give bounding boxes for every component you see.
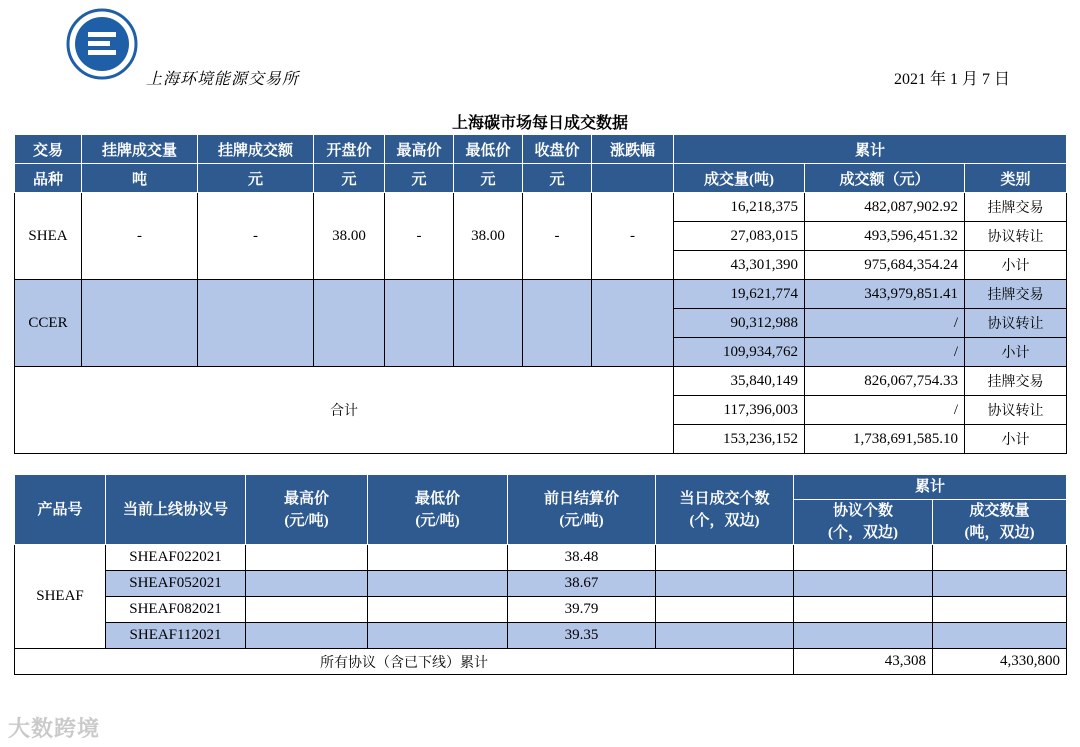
header-cumulative: 累计 xyxy=(794,475,1067,500)
total-quantity: 4,330,800 xyxy=(933,649,1067,675)
unit-change xyxy=(592,164,674,193)
ccer-change xyxy=(592,280,674,367)
header-listed-volume: 挂牌成交量 xyxy=(82,135,198,164)
header-cum-amount: 成交额（元） xyxy=(805,164,965,193)
contract-high xyxy=(246,571,368,597)
shea-category: 小计 xyxy=(965,251,1067,280)
shea-high: - xyxy=(385,193,454,280)
table-row xyxy=(15,597,1067,623)
ccer-listed-volume xyxy=(82,280,198,367)
table-row xyxy=(15,545,1067,571)
exchange-logo xyxy=(66,8,138,80)
header-low-label: 最低价 xyxy=(414,490,460,507)
unit-high: 元 xyxy=(385,164,454,193)
shea-change: - xyxy=(592,193,674,280)
table-row xyxy=(15,649,1067,675)
product-name: SHEAF xyxy=(15,545,106,649)
contract-quantity xyxy=(933,623,1067,649)
total-volume: 35,840,149 xyxy=(674,367,805,396)
shea-listed-amount: - xyxy=(198,193,314,280)
watermark: 大数跨境 xyxy=(8,717,101,742)
report-title: 上海碳市场每日成交数据 xyxy=(451,115,628,132)
ccer-high xyxy=(385,280,454,367)
total-category: 挂牌交易 xyxy=(965,367,1067,396)
contract-quantity xyxy=(933,571,1067,597)
header-count xyxy=(656,475,794,545)
total-amount: 1,738,691,585.10 xyxy=(805,425,965,454)
header-trade-type-2: 品种 xyxy=(15,164,82,193)
daily-trading-table xyxy=(14,134,1067,454)
contract-settle: 39.35 xyxy=(508,623,656,649)
table-row xyxy=(15,193,1067,222)
report-date: 2021 年 1 月 7 日 xyxy=(894,71,1011,88)
header-cum-volume: 成交量(吨) xyxy=(674,164,805,193)
shea-category: 协议转让 xyxy=(965,222,1067,251)
header-close: 收盘价 xyxy=(523,135,592,164)
header-category: 类别 xyxy=(965,164,1067,193)
ccer-volume: 19,621,774 xyxy=(674,280,805,309)
header-trade-type-1: 交易 xyxy=(15,135,82,164)
header-low: 最低价 xyxy=(454,135,523,164)
contract-id: SHEAF022021 xyxy=(106,545,246,571)
shea-amount: 975,684,354.24 xyxy=(805,251,965,280)
header-high: 最高价 xyxy=(385,135,454,164)
ccer-category: 挂牌交易 xyxy=(965,280,1067,309)
contract-low xyxy=(368,597,508,623)
contract-high xyxy=(246,623,368,649)
shea-category: 挂牌交易 xyxy=(965,193,1067,222)
contract-low xyxy=(368,623,508,649)
header-agreements-unit: (个，双边) xyxy=(828,525,898,541)
unit-open: 元 xyxy=(314,164,385,193)
contract-id: SHEAF082021 xyxy=(106,597,246,623)
total-volume: 153,236,152 xyxy=(674,425,805,454)
contract-count xyxy=(656,623,794,649)
shea-amount: 493,596,451.32 xyxy=(805,222,965,251)
header-cumulative: 累计 xyxy=(674,135,1067,164)
contract-high xyxy=(246,545,368,571)
shea-low: 38.00 xyxy=(454,193,523,280)
header-change: 涨跌幅 xyxy=(592,135,674,164)
shea-open: 38.00 xyxy=(314,193,385,280)
contract-high xyxy=(246,597,368,623)
ccer-amount: / xyxy=(805,309,965,338)
header-high-label: 最高价 xyxy=(283,490,329,507)
table-row xyxy=(15,280,1067,309)
contract-id: SHEAF112021 xyxy=(106,623,246,649)
total-category: 小计 xyxy=(965,425,1067,454)
header-low xyxy=(368,475,508,545)
header-low-unit: (元/吨) xyxy=(415,512,460,529)
unit-amount: 元 xyxy=(198,164,314,193)
total-label: 所有协议（含已下线）累计 xyxy=(15,649,794,675)
header-product: 产品号 xyxy=(15,475,106,545)
brand-name: 上海环境能源交易所 xyxy=(146,69,300,88)
unit-close: 元 xyxy=(523,164,592,193)
contract-count xyxy=(656,571,794,597)
ccer-amount: 343,979,851.41 xyxy=(805,280,965,309)
forward-contracts-table xyxy=(14,474,1067,675)
header-agreements xyxy=(794,500,933,545)
header-settle xyxy=(508,475,656,545)
header-high xyxy=(246,475,368,545)
contract-count xyxy=(656,545,794,571)
header-quantity-unit: (吨，双边) xyxy=(964,525,1035,541)
header-count-label: 当日成交个数 xyxy=(679,490,770,507)
ccer-category: 小计 xyxy=(965,338,1067,367)
shea-volume: 16,218,375 xyxy=(674,193,805,222)
ccer-volume: 109,934,762 xyxy=(674,338,805,367)
ccer-close xyxy=(523,280,592,367)
total-agreements: 43,308 xyxy=(794,649,933,675)
total-volume: 117,396,003 xyxy=(674,396,805,425)
total-amount: 826,067,754.33 xyxy=(805,367,965,396)
contract-agreements xyxy=(794,545,933,571)
total-category: 协议转让 xyxy=(965,396,1067,425)
header-agreements-label: 协议个数 xyxy=(832,503,893,519)
ccer-amount: / xyxy=(805,338,965,367)
table-row xyxy=(15,571,1067,597)
contract-agreements xyxy=(794,597,933,623)
header-quantity-label: 成交数量 xyxy=(969,503,1030,519)
shea-listed-volume: - xyxy=(82,193,198,280)
header-count-unit: (个，双边) xyxy=(689,512,760,529)
contract-low xyxy=(368,545,508,571)
shea-name: SHEA xyxy=(15,193,82,280)
header-settle-unit: (元/吨) xyxy=(559,512,604,529)
total-amount: / xyxy=(805,396,965,425)
ccer-open xyxy=(314,280,385,367)
contract-settle: 38.67 xyxy=(508,571,656,597)
contract-id: SHEAF052021 xyxy=(106,571,246,597)
contract-low xyxy=(368,571,508,597)
contract-settle: 39.79 xyxy=(508,597,656,623)
shea-volume: 43,301,390 xyxy=(674,251,805,280)
contract-quantity xyxy=(933,597,1067,623)
header-contract: 当前上线协议号 xyxy=(106,475,246,545)
contract-settle: 38.48 xyxy=(508,545,656,571)
header-high-unit: (元/吨) xyxy=(284,512,329,529)
total-label: 合计 xyxy=(15,367,674,454)
unit-low: 元 xyxy=(454,164,523,193)
contract-quantity xyxy=(933,545,1067,571)
ccer-listed-amount xyxy=(198,280,314,367)
ccer-category: 协议转让 xyxy=(965,309,1067,338)
header-quantity xyxy=(933,500,1067,545)
ccer-name: CCER xyxy=(15,280,82,367)
ccer-low xyxy=(454,280,523,367)
shea-volume: 27,083,015 xyxy=(674,222,805,251)
table-row xyxy=(15,367,1067,396)
contract-agreements xyxy=(794,623,933,649)
header-settle-label: 前日结算价 xyxy=(543,490,619,507)
contract-count xyxy=(656,597,794,623)
shea-amount: 482,087,902.92 xyxy=(805,193,965,222)
header-open: 开盘价 xyxy=(314,135,385,164)
ccer-volume: 90,312,988 xyxy=(674,309,805,338)
unit-volume: 吨 xyxy=(82,164,198,193)
contract-agreements xyxy=(794,571,933,597)
shea-close: - xyxy=(523,193,592,280)
table-row xyxy=(15,623,1067,649)
header-listed-amount: 挂牌成交额 xyxy=(198,135,314,164)
